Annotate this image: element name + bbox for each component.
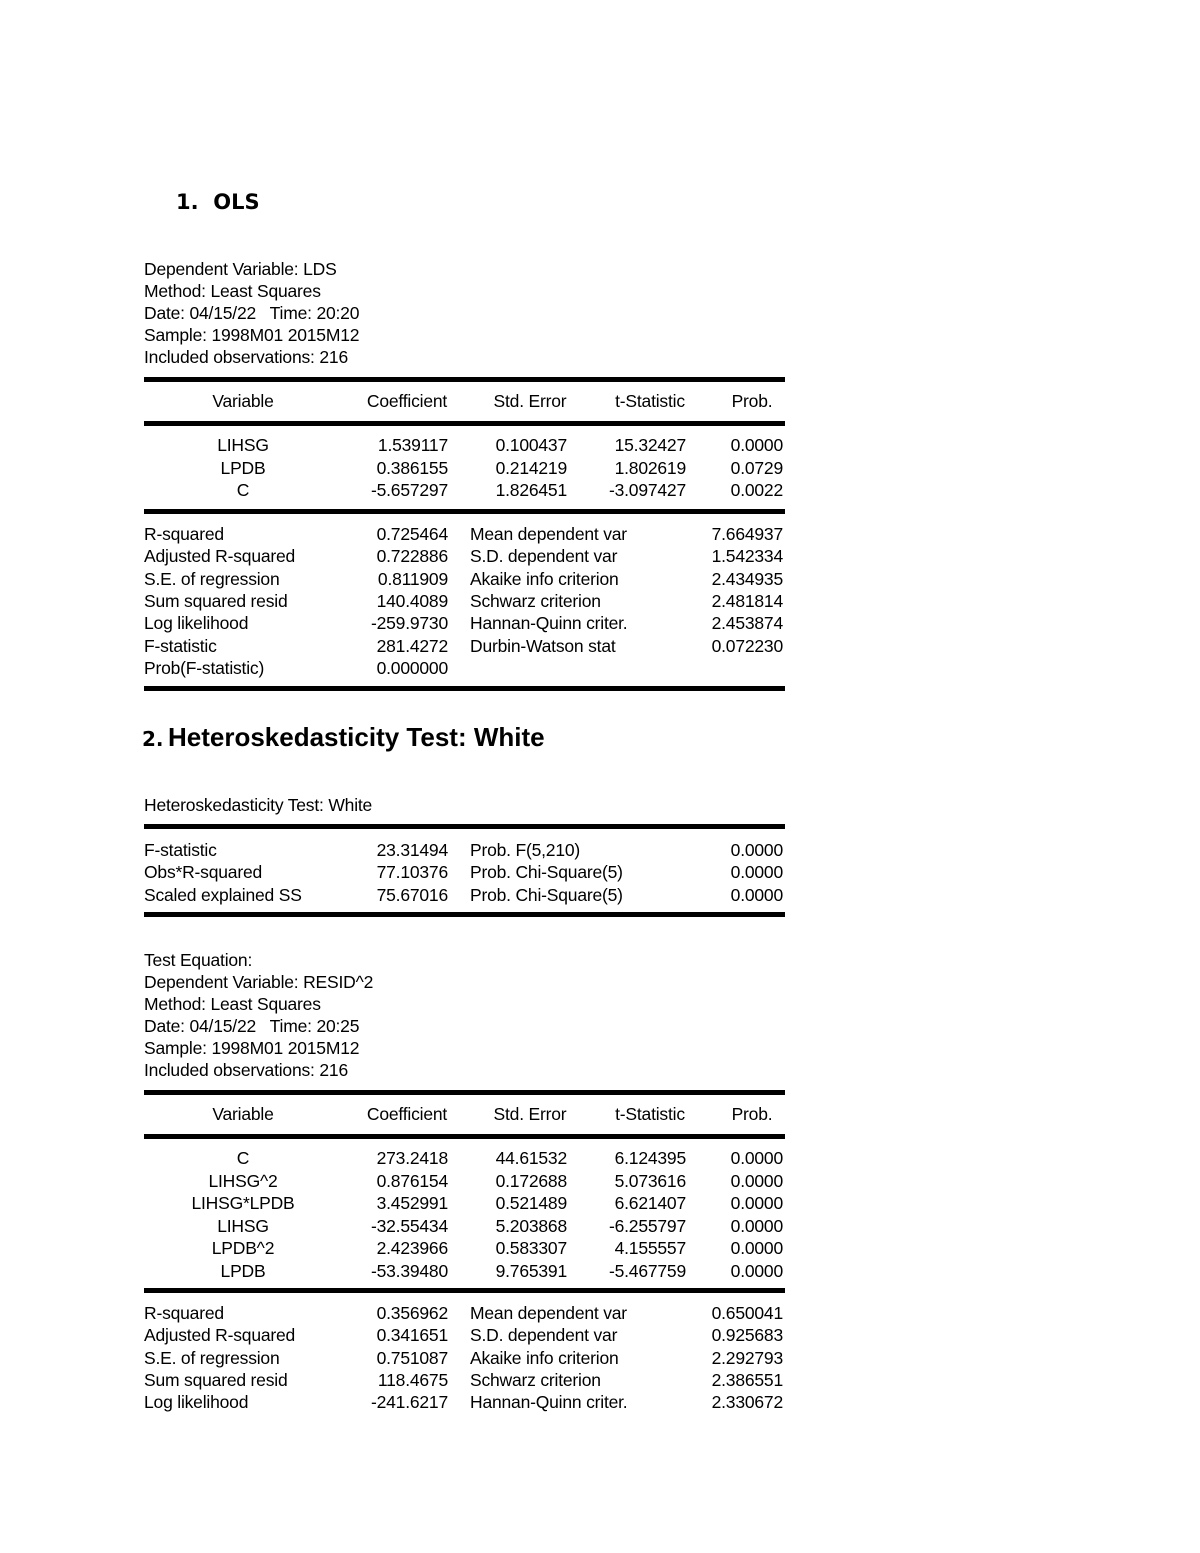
meta-line: Date: 04/15/22 Time: 20:25 [144, 1016, 360, 1036]
stat-cell: R-squared [144, 524, 224, 544]
table-cell: 0.876154 [376, 1170, 448, 1191]
table-cell: 0.214219 [495, 457, 567, 478]
table-cell: 2.423966 [376, 1238, 448, 1259]
stat-cell: Hannan-Quinn criter. [470, 613, 628, 634]
stat-cell: 118.4675 [377, 1369, 448, 1390]
column-header: Variable [212, 1104, 274, 1124]
section1-meta [144, 258, 359, 368]
section1-title: OLS [213, 190, 260, 214]
stat-cell: Mean dependent var [470, 524, 627, 544]
stat-cell: -241.6217 [370, 1392, 448, 1413]
stat-cell: Adjusted R-squared [144, 546, 296, 567]
stat-cell: -259.9730 [370, 613, 448, 634]
stat-cell: Akaike info criterion [470, 568, 619, 589]
stat-cell: 0.725464 [376, 524, 448, 544]
table-rule [144, 912, 785, 917]
stat-cell: Prob. F(5,210) [470, 840, 581, 860]
stat-cell: Log likelihood [144, 1392, 249, 1413]
stat-cell: Schwarz criterion [470, 1369, 601, 1390]
table-cell: 44.61532 [495, 1148, 567, 1168]
table-cell: LIHSG [217, 435, 269, 455]
table-cell: 5.203868 [495, 1215, 567, 1236]
stat-cell: Obs*R-squared [144, 862, 263, 883]
meta-line: Date: 04/15/22 Time: 20:20 [144, 303, 360, 323]
section1-number: 1. [176, 190, 199, 214]
table-cell: 0.0000 [730, 1170, 783, 1191]
stat-cell: 0.356962 [376, 1303, 448, 1323]
meta-line: Method: Least Squares [144, 994, 321, 1014]
table-rule [144, 509, 785, 514]
table-rule [144, 824, 785, 829]
stat-cell: S.D. dependent var [470, 546, 618, 567]
meta-line: Included observations: 216 [144, 347, 348, 367]
stat-cell: S.D. dependent var [470, 1325, 618, 1346]
stat-cell: Prob. Chi-Square(5) [470, 862, 623, 883]
table-cell: 0.0000 [730, 1238, 783, 1259]
stat-cell: 0.000000 [376, 657, 448, 678]
stat-cell: Sum squared resid [144, 1369, 288, 1390]
test-label: Heteroskedasticity Test: White [144, 795, 373, 815]
table-cell: 9.765391 [495, 1261, 567, 1281]
table-cell: 0.0000 [730, 435, 783, 455]
table-cell: 0.0000 [730, 1193, 783, 1214]
column-header: Prob. [731, 1104, 773, 1124]
stat-cell: R-squared [144, 1303, 224, 1323]
table-rule [144, 1134, 785, 1139]
table-cell: -32.55434 [370, 1215, 448, 1236]
table-rule [144, 421, 785, 426]
meta-line: Dependent Variable: LDS [144, 259, 337, 279]
stat-cell: Hannan-Quinn criter. [470, 1392, 628, 1413]
table-cell: -6.255797 [608, 1215, 686, 1236]
table-rule [144, 1090, 785, 1095]
table-cell: 1.539117 [377, 435, 448, 455]
table-cell: -5.467759 [608, 1261, 686, 1281]
column-header: Coefficient [366, 1104, 448, 1124]
table-cell: -5.657297 [370, 480, 448, 501]
stat-cell: 281.4272 [376, 635, 448, 656]
table-cell: LPDB [220, 457, 266, 478]
stat-cell: 2.386551 [711, 1369, 783, 1390]
column-header: t-Statistic [615, 391, 685, 411]
stat-cell: 0.341651 [376, 1325, 448, 1346]
stat-cell: 0.650041 [711, 1303, 783, 1323]
section1-heading [176, 190, 260, 214]
table-cell: 3.452991 [376, 1193, 448, 1214]
table-cell: 0.0000 [730, 1215, 783, 1236]
stat-cell: 2.292793 [711, 1347, 783, 1368]
meta-line: Dependent Variable: RESID^2 [144, 972, 374, 992]
stat-cell: Durbin-Watson stat [470, 635, 616, 656]
stat-cell: Prob. Chi-Square(5) [470, 884, 623, 905]
stat-cell: 0.925683 [711, 1325, 783, 1346]
stat-cell: S.E. of regression [144, 1347, 280, 1368]
stat-cell: 77.10376 [376, 862, 448, 883]
table-cell: LIHSG [217, 1215, 269, 1236]
table-cell: 0.0729 [730, 457, 783, 478]
table-cell: 0.521489 [495, 1193, 567, 1214]
column-header: Variable [212, 391, 274, 411]
table-cell: C [236, 480, 250, 501]
table-cell: 273.2418 [376, 1148, 448, 1168]
meta-line: Included observations: 216 [144, 1060, 348, 1080]
stat-cell: 0.811909 [377, 568, 448, 589]
stat-cell: Prob(F-statistic) [144, 657, 265, 678]
stat-cell: 0.0000 [730, 862, 783, 883]
stat-cell: 2.434935 [711, 568, 783, 589]
meta-line: Sample: 1998M01 2015M12 [144, 325, 360, 345]
stat-cell: 140.4089 [376, 590, 448, 611]
section2-heading [142, 722, 545, 753]
stat-cell: Mean dependent var [470, 1303, 627, 1323]
stat-cell: Sum squared resid [144, 590, 288, 611]
stat-cell: F-statistic [144, 840, 217, 860]
table-cell: LIHSG^2 [208, 1170, 278, 1191]
stat-cell: 23.31494 [376, 840, 448, 860]
stat-cell: 0.722886 [376, 546, 448, 567]
column-header: Std. Error [493, 391, 567, 411]
table-cell: 1.826451 [495, 480, 567, 501]
column-header: t-Statistic [615, 1104, 685, 1124]
table-cell: -3.097427 [608, 480, 686, 501]
table-cell: 4.155557 [614, 1238, 686, 1259]
table-cell: 0.0022 [730, 480, 783, 501]
table-cell: 0.0000 [730, 1261, 783, 1281]
stat-cell: Schwarz criterion [470, 590, 601, 611]
stat-cell: Scaled explained SS [144, 884, 302, 905]
table-cell: 1.802619 [614, 457, 686, 478]
stat-cell: F-statistic [144, 635, 217, 656]
table-cell: 0.0000 [730, 1148, 783, 1168]
stat-cell: 0.0000 [730, 840, 783, 860]
column-header: Prob. [731, 391, 773, 411]
stat-cell: 0.0000 [730, 884, 783, 905]
table-cell: C [236, 1148, 250, 1168]
table-cell: LIHSG*LPDB [191, 1193, 295, 1214]
stat-cell: 75.67016 [376, 884, 448, 905]
table-cell: -53.39480 [370, 1261, 448, 1281]
section2-title: Heteroskedasticity Test: White [167, 722, 545, 752]
table-cell: LPDB [220, 1261, 266, 1281]
stat-cell: 0.072230 [711, 635, 783, 656]
stat-cell: Adjusted R-squared [144, 1325, 296, 1346]
column-header: Coefficient [366, 391, 448, 411]
table-cell: 6.124395 [614, 1148, 686, 1168]
section2-number: 2. [142, 727, 164, 751]
table-cell: 0.100437 [495, 435, 567, 455]
column-header: Std. Error [493, 1104, 567, 1124]
table-cell: 6.621407 [614, 1193, 686, 1214]
stat-cell: Log likelihood [144, 613, 249, 634]
stat-cell: 1.542334 [711, 546, 783, 567]
table-cell: LPDB^2 [211, 1238, 275, 1259]
table-cell: 0.172688 [495, 1170, 567, 1191]
meta-line: Sample: 1998M01 2015M12 [144, 1038, 360, 1058]
meta-line: Test Equation: [144, 950, 253, 970]
table-cell: 15.32427 [614, 435, 686, 455]
meta-line: Method: Least Squares [144, 281, 321, 301]
table-rule [144, 686, 785, 691]
table-cell: 0.386155 [376, 457, 448, 478]
stat-cell: 0.751087 [376, 1347, 448, 1368]
table-cell: 5.073616 [614, 1170, 686, 1191]
section2-meta [144, 949, 373, 1081]
stat-cell: 2.330672 [711, 1392, 783, 1413]
table-rule [144, 377, 785, 382]
table-rule [144, 1288, 785, 1293]
stat-cell: 2.453874 [711, 613, 783, 634]
stat-cell: 2.481814 [711, 590, 783, 611]
table-cell: 0.583307 [495, 1238, 567, 1259]
stat-cell: Akaike info criterion [470, 1347, 619, 1368]
stat-cell: 7.664937 [711, 524, 783, 544]
stat-cell: S.E. of regression [144, 568, 280, 589]
